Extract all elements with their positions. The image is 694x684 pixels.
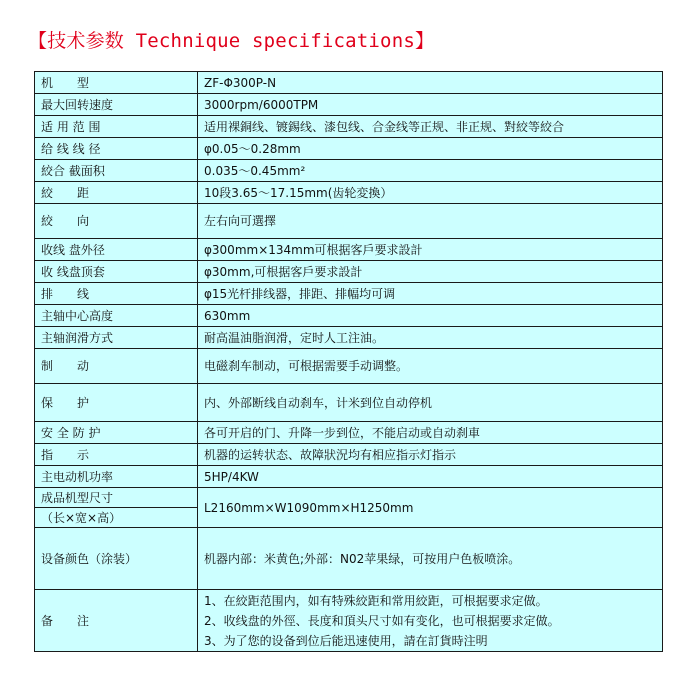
- row-label: 备 注: [35, 590, 198, 652]
- row-label: 絞 距: [35, 182, 198, 204]
- table-row: [35, 283, 663, 305]
- row-value: 10段3.65～17.15mm(齿轮変換）: [198, 182, 663, 204]
- row-value: 电磁刹车制动，可根据需要手动调整。: [198, 349, 663, 384]
- table-row: [35, 72, 663, 94]
- row-label: 机 型: [35, 72, 198, 94]
- note-line: 1、在絞距范围内，如有特殊絞距和常用絞距，可根据要求定做。: [204, 593, 548, 608]
- table-row: [35, 94, 663, 116]
- row-label: 主轴润滑方式: [35, 327, 198, 349]
- row-value: 630mm: [198, 305, 663, 327]
- table-row: [35, 204, 663, 239]
- page-heading: 【技术参数 Technique specifications】: [28, 30, 435, 52]
- row-value: 各可开启的门、升降一步到位，不能启动或自动刹車: [198, 422, 663, 444]
- row-label: 收线 盘外径: [35, 239, 198, 261]
- table-row: [35, 160, 663, 182]
- row-value: 内、外部断线自动刹车，计米到位自动停机: [198, 384, 663, 422]
- row-value: ZF-Φ300P-N: [198, 72, 663, 94]
- row-value: 适用裸銅线、镀錫线、漆包线、合金线等正规、非正规、對絞等絞合: [198, 116, 663, 138]
- row-value: φ15光杆排线器，排距、排幅均可调: [198, 283, 663, 305]
- table-row: [35, 528, 663, 590]
- table-row: [35, 261, 663, 283]
- row-value: φ30mm,可根据客戶要求設計: [198, 261, 663, 283]
- table-row: [35, 349, 663, 384]
- table-row: [35, 384, 663, 422]
- table-row: [35, 444, 663, 466]
- row-label-secondary: （长×宽×高）: [35, 508, 198, 528]
- table-row: [35, 239, 663, 261]
- row-label: 主电动机功率: [35, 466, 198, 488]
- notes-cell: [198, 590, 663, 652]
- row-label: 安 全 防 护: [35, 422, 198, 444]
- row-value: φ300mm×134mm可根据客戶要求設計: [198, 239, 663, 261]
- row-label: 絞 向: [35, 204, 198, 239]
- table-row: [35, 327, 663, 349]
- table-row: [35, 116, 663, 138]
- table-row: [35, 422, 663, 444]
- table-row: [35, 138, 663, 160]
- row-label: 絞合 截面积: [35, 160, 198, 182]
- row-value: L2160mm×W1090mm×H1250mm: [198, 488, 663, 528]
- row-label: 给 线 线 径: [35, 138, 198, 160]
- row-label: 主轴中心高度: [35, 305, 198, 327]
- row-value: 左右向可選擇: [198, 204, 663, 239]
- spec-table: [34, 71, 663, 652]
- row-label: 排 线: [35, 283, 198, 305]
- note-line: 2、收线盘的外徑、長度和頂头尺寸如有变化，也可根据要求定做。: [204, 613, 560, 628]
- table-row: [35, 590, 663, 652]
- row-value: 机器内部：米黄色;外部：N02苹果绿，可按用户色板喷涂。: [198, 528, 663, 590]
- table-row: [35, 305, 663, 327]
- table-row: [35, 488, 663, 508]
- row-value: 0.035～0.45mm²: [198, 160, 663, 182]
- note-line: 3、为了您的设备到位后能迅速使用，請在訂貨時注明: [204, 633, 488, 648]
- row-label: 指 示: [35, 444, 198, 466]
- row-label: 制 动: [35, 349, 198, 384]
- row-value: 耐高温油脂润滑，定时人工注油。: [198, 327, 663, 349]
- table-row: [35, 466, 663, 488]
- row-label: 收 线盘顶套: [35, 261, 198, 283]
- row-value: 机器的运转状态、故障狀況均有相应指示灯指示: [198, 444, 663, 466]
- row-value: φ0.05～0.28mm: [198, 138, 663, 160]
- table-row: [35, 182, 663, 204]
- row-label: 适 用 范 围: [35, 116, 198, 138]
- row-label: 设备颜色（涂装）: [35, 528, 198, 590]
- row-value: 5HP/4KW: [198, 466, 663, 488]
- row-value: 3000rpm/6000TPM: [198, 94, 663, 116]
- row-label: 保 护: [35, 384, 198, 422]
- row-label: 最大回转速度: [35, 94, 198, 116]
- row-label: 成品机型尺寸: [35, 488, 198, 508]
